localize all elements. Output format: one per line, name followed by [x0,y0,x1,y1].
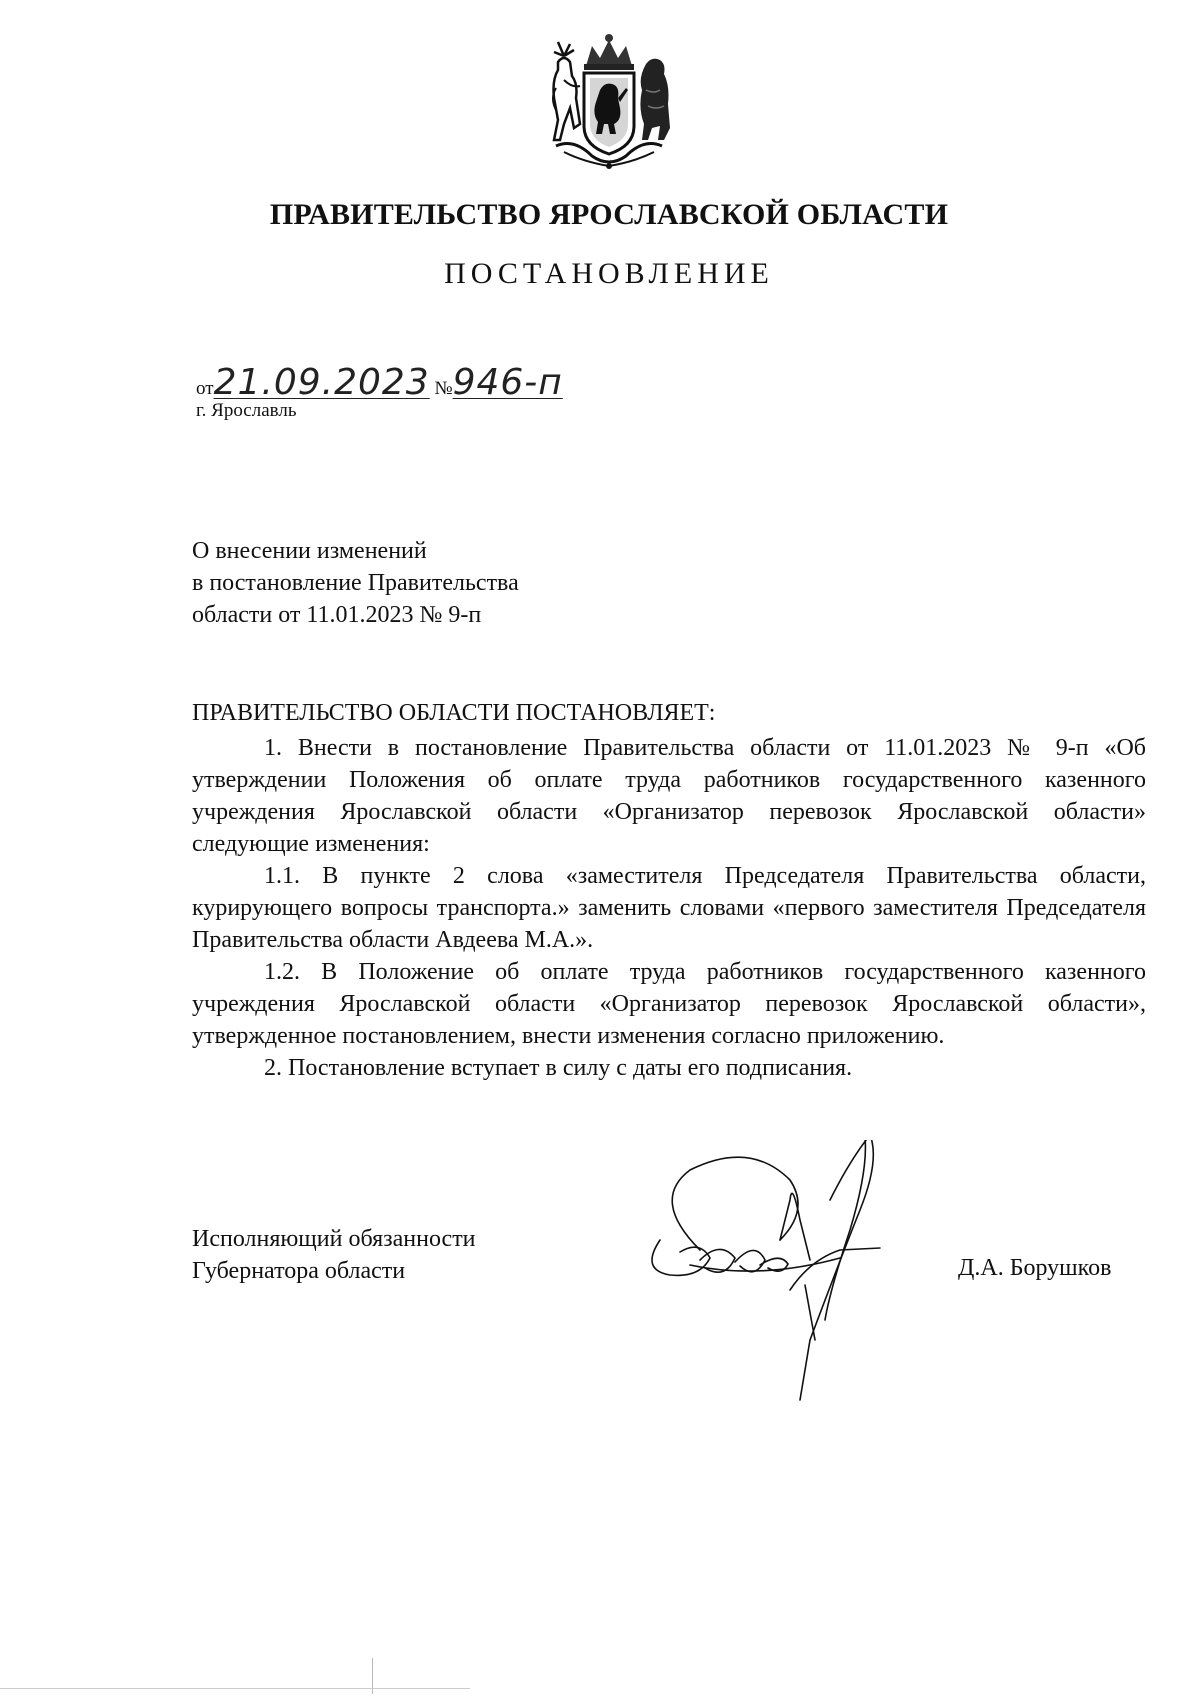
handwritten-signature-icon [640,1140,940,1410]
city: г. Ярославль [196,400,297,421]
subject-line: в постановление Правительства [192,570,519,596]
subject-line: области от 11.01.2023 № 9-п [192,602,482,628]
document-subject [192,535,519,631]
number-prefix: № [434,378,453,399]
date-prefix: от [196,378,214,399]
decree-body [192,732,1146,1084]
registration-number: 946-п [452,362,563,403]
signer-position [192,1223,476,1287]
signer-position-line: Губернатора области [192,1258,406,1284]
decree-heading: ПРАВИТЕЛЬСТВО ОБЛАСТИ ПОСТАНОВЛЯЕТ: [192,700,716,726]
decree-paragraph: 1.1. В пункте 2 слова «заместителя Председателя Правительства области, курирующего вопросы транспорта.» заменить словами «первого заместителя Председателя Правительства области Авдеева М.А.». [192,863,1146,953]
signer-position-line: Исполняющий обязанности [192,1226,476,1252]
scan-artifact [0,1688,470,1689]
registration-line [196,362,563,403]
decree-paragraph: 1.2. В Положение об оплате труда работников государственного казенного учреждения Ярославской области «Организатор перевозок Ярославской области», утвержденное постановлением, внести изменения согласно приложению. [192,959,1146,1049]
subject-line: О внесении изменений [192,538,427,564]
signer-name: Д.А. Борушков [958,1255,1112,1281]
coat-of-arms-icon [534,28,684,178]
document-type: ПОСТАНОВЛЕНИЕ [444,257,774,290]
registration-date: 21.09.2023 [213,362,430,403]
government-title: ПРАВИТЕЛЬСТВО ЯРОСЛАВСКОЙ ОБЛАСТИ [269,198,949,231]
decree-paragraph: 1. Внести в постановление Правительства области от 11.01.2023 № 9-п «Об утверждении Положения об оплате труда работников государственного казенного учреждения Ярославской области «Организатор перевозок Ярославской области» следующие изменения: [192,735,1146,857]
decree-paragraph: 2. Постановление вступает в силу с даты его подписания. [264,1055,853,1081]
